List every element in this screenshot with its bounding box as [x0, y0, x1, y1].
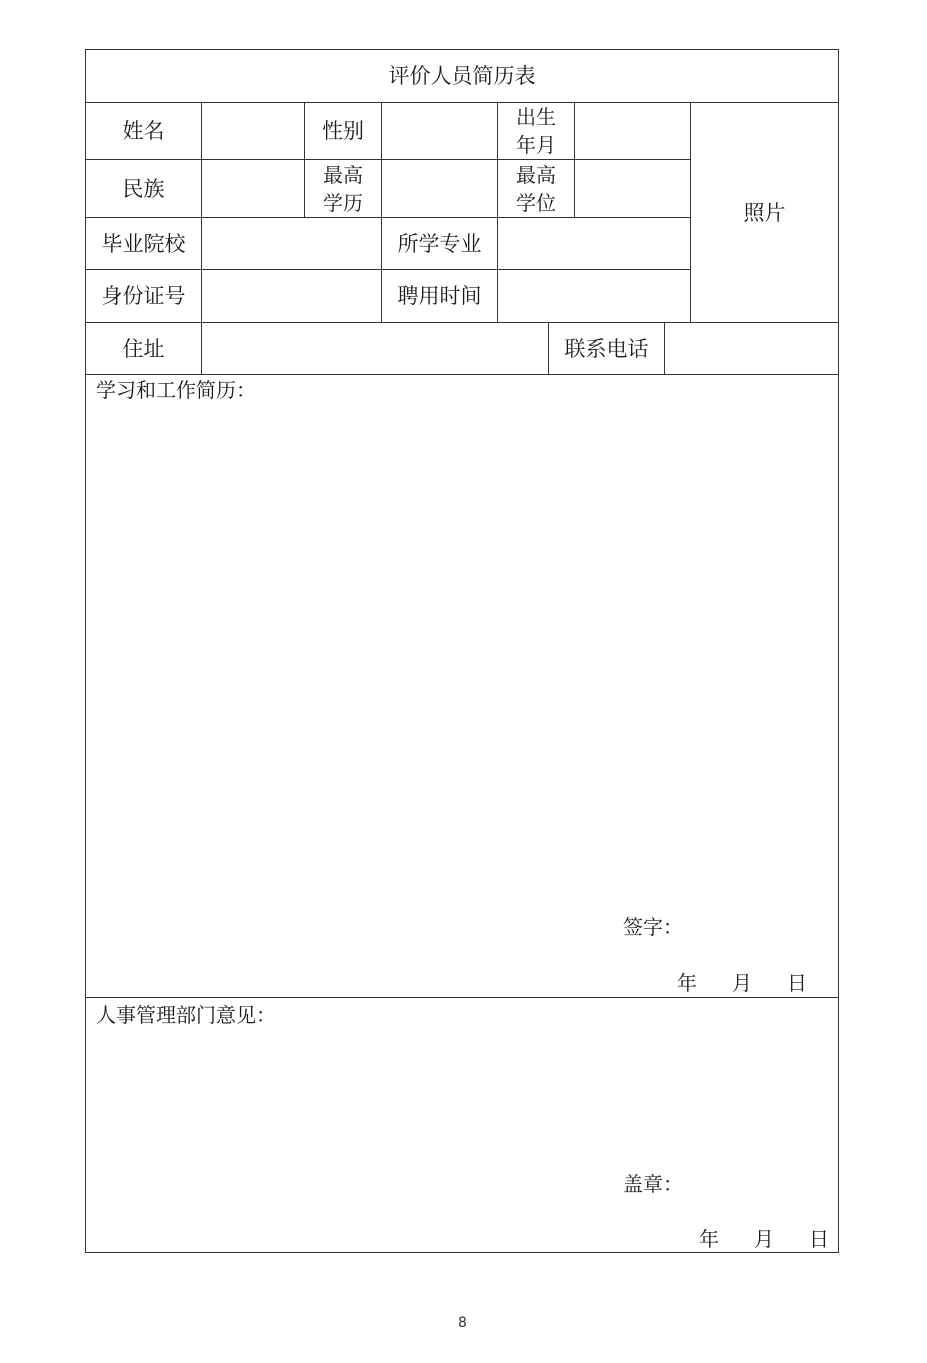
hire-time-label: 聘用时间	[397, 284, 482, 308]
page-number: 8	[458, 1315, 467, 1331]
name-label: 姓名	[122, 119, 165, 143]
hr-date-day: 日	[809, 1227, 829, 1251]
resume-area[interactable]	[86, 405, 838, 905]
hr-date-month: 月	[754, 1227, 774, 1251]
photo-box[interactable]: 照片	[743, 200, 786, 225]
degree-field[interactable]	[575, 160, 690, 217]
school-label: 毕业院校	[101, 231, 186, 256]
ethnicity-field[interactable]	[202, 160, 304, 217]
name-field[interactable]	[202, 103, 304, 159]
education-label: 最高 学历	[323, 162, 363, 215]
phone-label: 联系电话	[564, 336, 649, 361]
id-number-field[interactable]	[202, 270, 381, 322]
hr-heading: 人事管理部门意见：	[96, 1003, 276, 1027]
resume-date-day: 日	[787, 971, 807, 995]
major-field[interactable]	[498, 218, 690, 269]
education-field[interactable]	[382, 160, 497, 217]
resume-date-year: 年	[677, 971, 697, 995]
address-label: 住址	[122, 336, 165, 361]
hr-opinion-area[interactable]	[86, 1032, 838, 1162]
gender-field[interactable]	[382, 103, 497, 159]
resume-heading: 学习和工作简历：	[96, 378, 256, 402]
hr-seal-label: 盖章：	[623, 1172, 683, 1196]
school-field[interactable]	[202, 218, 381, 269]
hire-time-field[interactable]	[498, 270, 690, 322]
birth-label: 出生 年月	[516, 105, 556, 157]
ethnicity-label: 民族	[122, 176, 165, 201]
phone-field[interactable]	[665, 323, 838, 374]
form-title: 评价人员简历表	[388, 64, 536, 88]
resume-sign-label: 签字：	[623, 915, 683, 939]
major-label: 所学专业	[397, 231, 482, 256]
birth-field[interactable]	[575, 103, 690, 159]
degree-label: 最高 学位	[516, 162, 556, 215]
address-field[interactable]	[202, 323, 548, 374]
resume-date-month: 月	[732, 971, 752, 995]
hr-date-year: 年	[699, 1227, 719, 1251]
gender-label: 性别	[322, 119, 364, 143]
id-number-label: 身份证号	[101, 284, 186, 308]
